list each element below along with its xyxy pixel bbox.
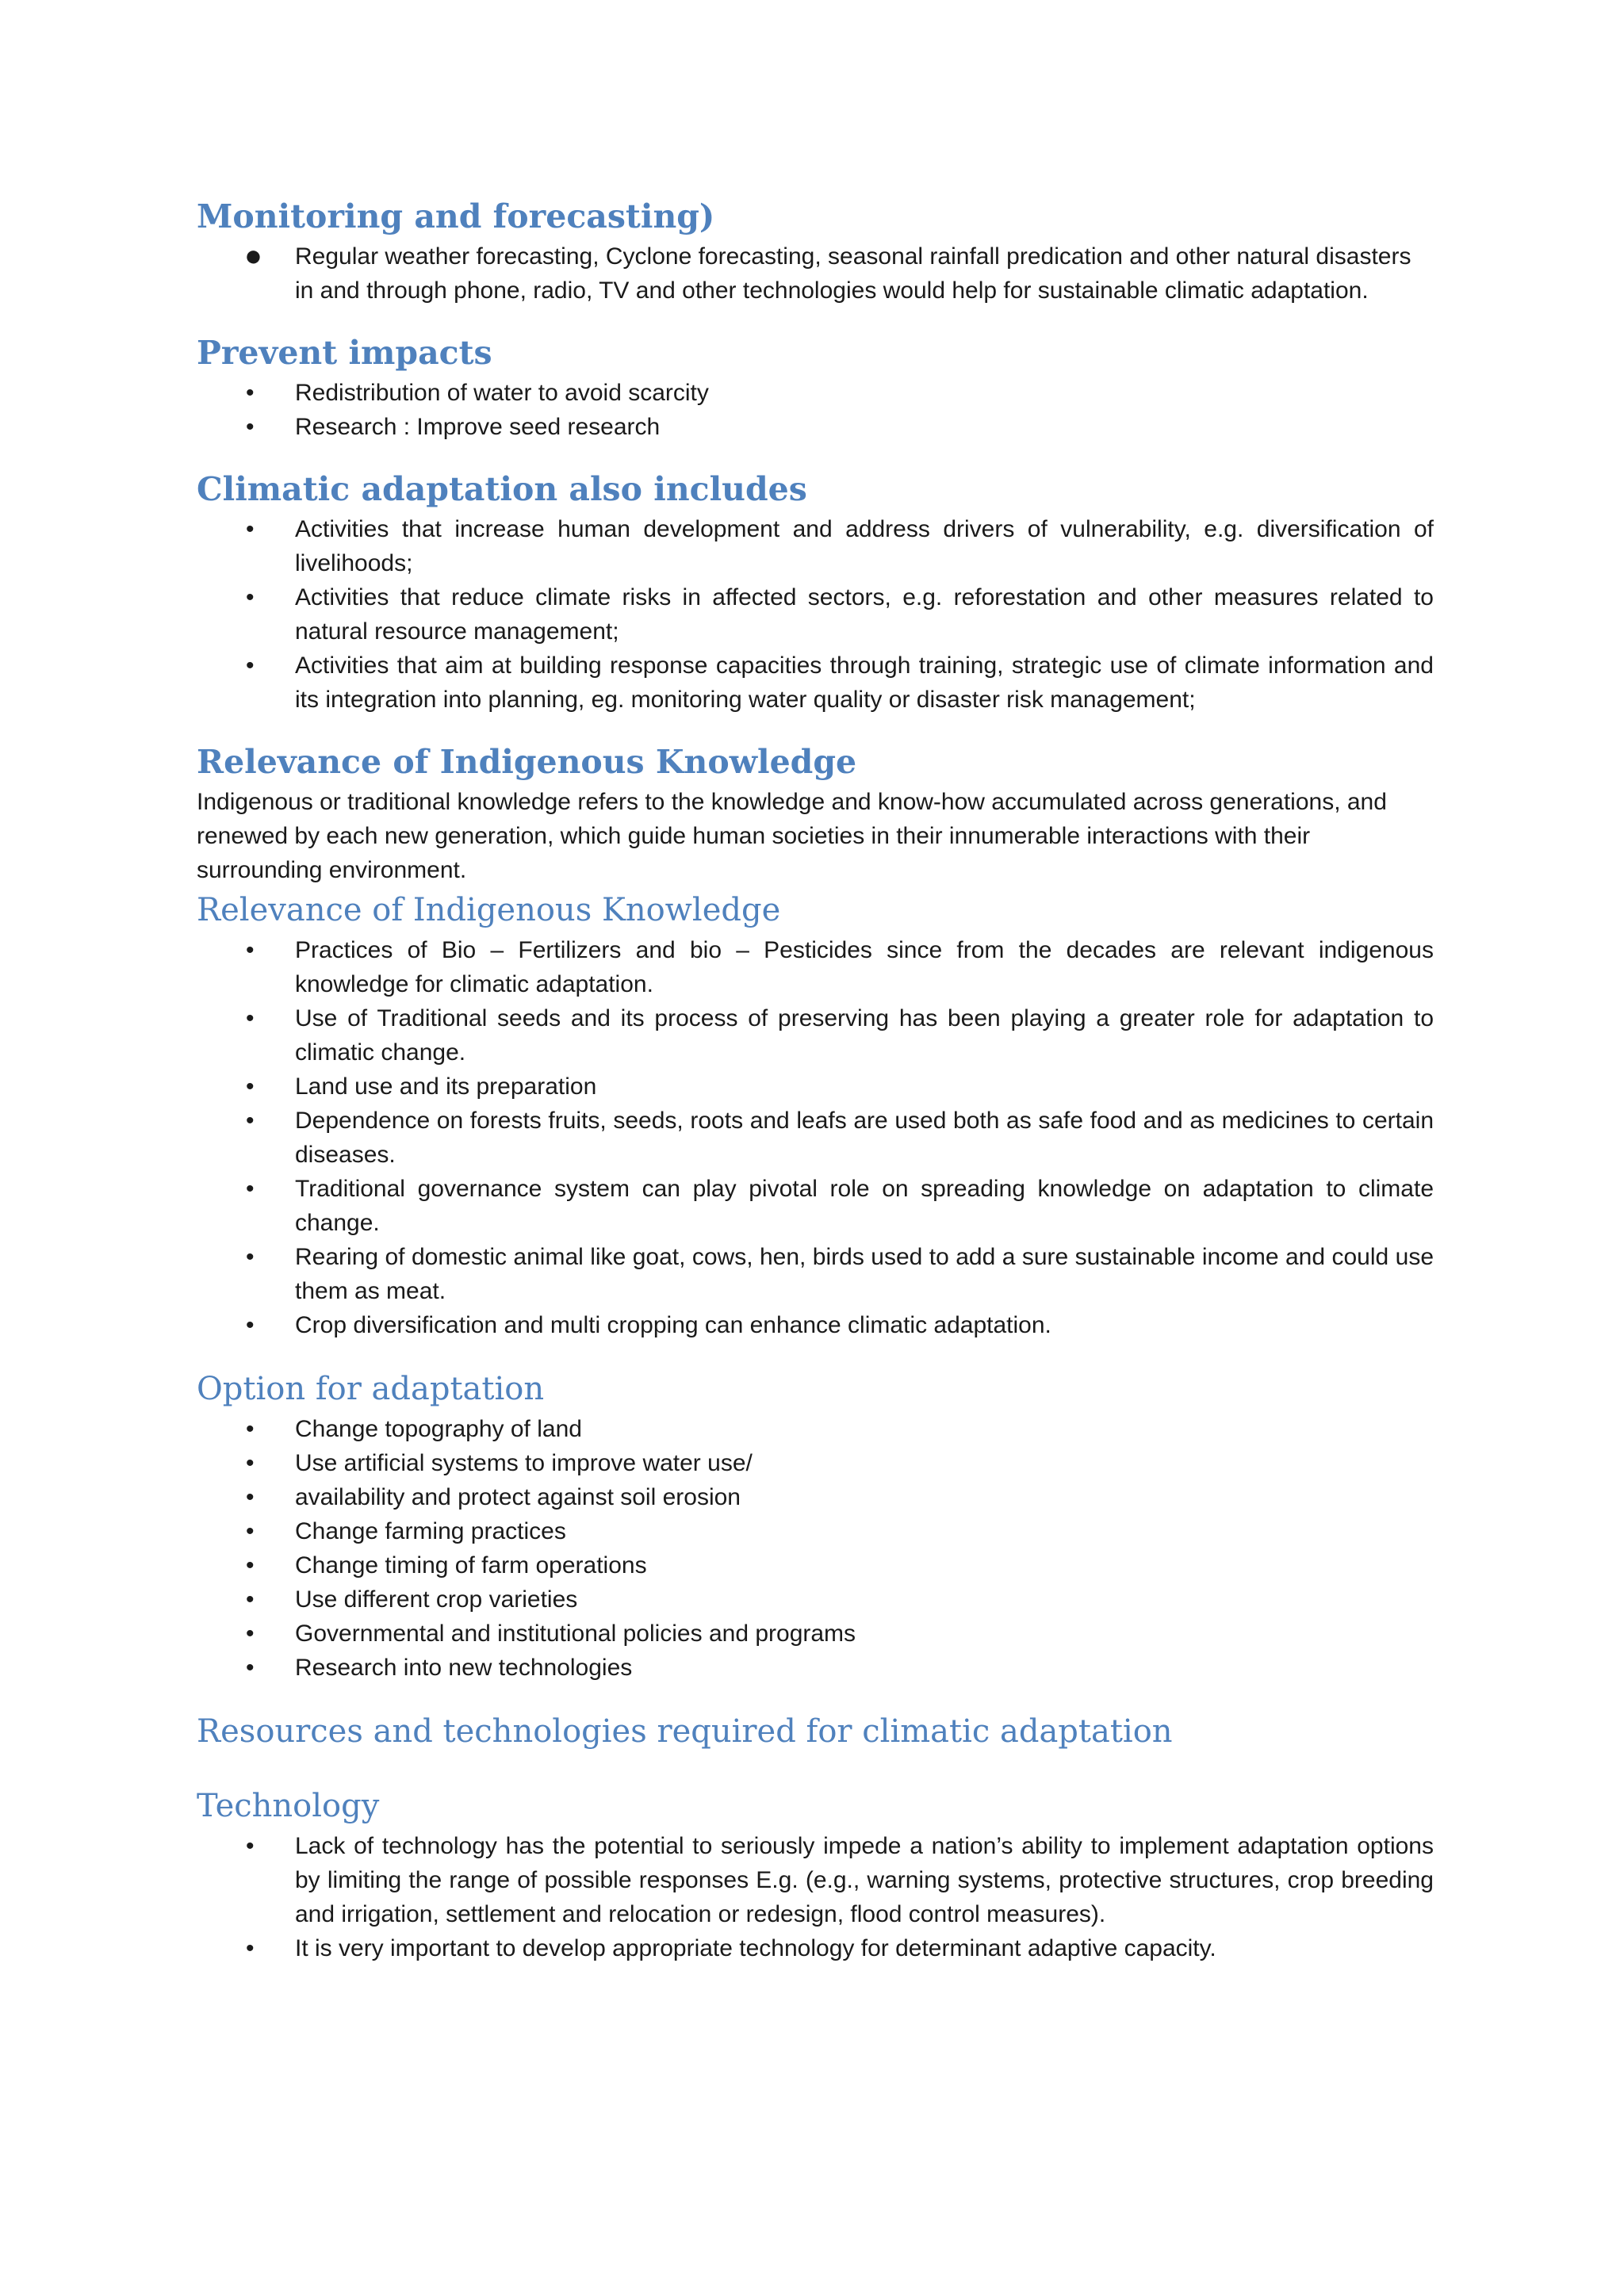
- section-heading-indigenous-knowledge-list: Relevance of Indigenous Knowledge: [197, 892, 781, 928]
- bullet-icon: •: [246, 1108, 255, 1134]
- bullet-icon: •: [246, 652, 255, 679]
- list-item: ● Regular weather forecasting, Cyclone forecasting, seasonal rainfall predication and other natural disasters in and through phone, radio, TV and other technologies would help for sustainable climatic adaptation.: [244, 239, 1411, 304]
- list-item: • Use artificial systems to improve water use/: [197, 1446, 1434, 1480]
- bullet-icon: •: [246, 1450, 255, 1476]
- bullet-icon: •: [246, 1518, 255, 1544]
- section-heading-resources-technologies: Resources and technologies required for climatic adaptation: [197, 1713, 1173, 1750]
- list-item: • Activities that reduce climate risks in affected sectors, e.g. reforestation and other measures related to natural resource management;: [197, 580, 1434, 649]
- bullet-icon: •: [246, 1621, 255, 1647]
- bullet-icon: •: [246, 380, 255, 406]
- list-item: • Crop diversification and multi cropping can enhance climatic adaptation.: [197, 1308, 1434, 1342]
- bullet-icon: •: [246, 1005, 255, 1031]
- list-item: • Lack of technology has the potential to seriously impede a nation’s ability to implement adaptation options by limiting the range of possible responses E.g. (e.g., warning systems, protective structures, crop breeding and irrigation, settlement and relocation or redesign, flood control measures).: [197, 1829, 1434, 1931]
- list-item: • Use different crop varieties: [197, 1582, 1434, 1617]
- list-item: • Traditional governance system can play pivotal role on spreading knowledge on adaptation to climate change.: [197, 1172, 1434, 1240]
- bullet-icon: •: [246, 1935, 255, 1961]
- section-heading-option-for-adaptation: Option for adaptation: [197, 1371, 545, 1407]
- list-item: • Practices of Bio – Fertilizers and bio – Pesticides since from the decades are relevant indigenous knowledge for climatic adaptation.: [197, 933, 1434, 1001]
- section-heading-technology: Technology: [197, 1788, 380, 1824]
- section-heading-indigenous-knowledge: Relevance of Indigenous Knowledge: [197, 743, 857, 781]
- list-item: • Rearing of domestic animal like goat, cows, hen, birds used to add a sure sustainable income and could use them as meat.: [197, 1240, 1434, 1308]
- list-item: • Use of Traditional seeds and its process of preserving has been playing a greater role for adaptation to climatic change.: [197, 1001, 1434, 1070]
- bullet-icon: •: [246, 1833, 255, 1859]
- list-item: • It is very important to develop appropriate technology for determinant adaptive capacity.: [197, 1931, 1434, 1965]
- bullet-icon: ●: [244, 239, 262, 273]
- bullet-icon: •: [246, 1244, 255, 1270]
- bullet-icon: •: [246, 1655, 255, 1681]
- adaptation-options-list: [197, 1412, 1434, 1685]
- bullet-icon: •: [246, 1484, 255, 1510]
- bullet-icon: •: [246, 516, 255, 542]
- section-heading-monitoring: Monitoring and forecasting): [197, 197, 715, 235]
- bullet-icon: •: [246, 1416, 255, 1442]
- list-item: • availability and protect against soil erosion: [197, 1480, 1434, 1514]
- monitoring-list: [197, 239, 1434, 308]
- list-item: • Redistribution of water to avoid scarcity: [197, 376, 1434, 410]
- indigenous-knowledge-paragraph: Indigenous or traditional knowledge refers to the knowledge and know-how accumulated across generations, and renewed by each new generation, which guide human societies in their innumerable interactions with their surrounding environment.: [197, 789, 1387, 883]
- bullet-icon: •: [246, 1552, 255, 1578]
- indigenous-knowledge-list: [197, 933, 1434, 1342]
- bullet-icon: •: [246, 414, 255, 440]
- list-item: • Change topography of land: [197, 1412, 1434, 1446]
- bullet-icon: •: [246, 937, 255, 963]
- list-item: • Research into new technologies: [197, 1651, 1434, 1685]
- list-item: • Land use and its preparation: [197, 1070, 1434, 1104]
- bullet-icon: •: [246, 1073, 255, 1100]
- list-item: • Research : Improve seed research: [197, 410, 1434, 444]
- climatic-adaptation-list: [197, 512, 1434, 717]
- technology-list: [197, 1829, 1434, 1965]
- section-heading-climatic-adaptation: Climatic adaptation also includes: [197, 470, 807, 508]
- list-item: • Governmental and institutional policies and programs: [197, 1617, 1434, 1651]
- bullet-icon: •: [246, 1312, 255, 1338]
- list-item: • Activities that aim at building response capacities through training, strategic use of climate information and its integration into planning, eg. monitoring water quality or disaster risk management;: [197, 649, 1434, 717]
- list-item: • Change timing of farm operations: [197, 1548, 1434, 1582]
- bullet-icon: •: [246, 1176, 255, 1202]
- section-heading-prevent-impacts: Prevent impacts: [197, 334, 492, 372]
- list-item: • Change farming practices: [197, 1514, 1434, 1548]
- bullet-icon: •: [246, 1586, 255, 1613]
- list-item: • Dependence on forests fruits, seeds, roots and leafs are used both as safe food and as medicines to certain diseases.: [197, 1104, 1434, 1172]
- bullet-icon: •: [246, 584, 255, 610]
- list-item: • Activities that increase human development and address drivers of vulnerability, e.g. diversification of livelihoods;: [197, 512, 1434, 580]
- page-content: [197, 193, 1434, 1965]
- prevent-impacts-list: [197, 376, 1434, 444]
